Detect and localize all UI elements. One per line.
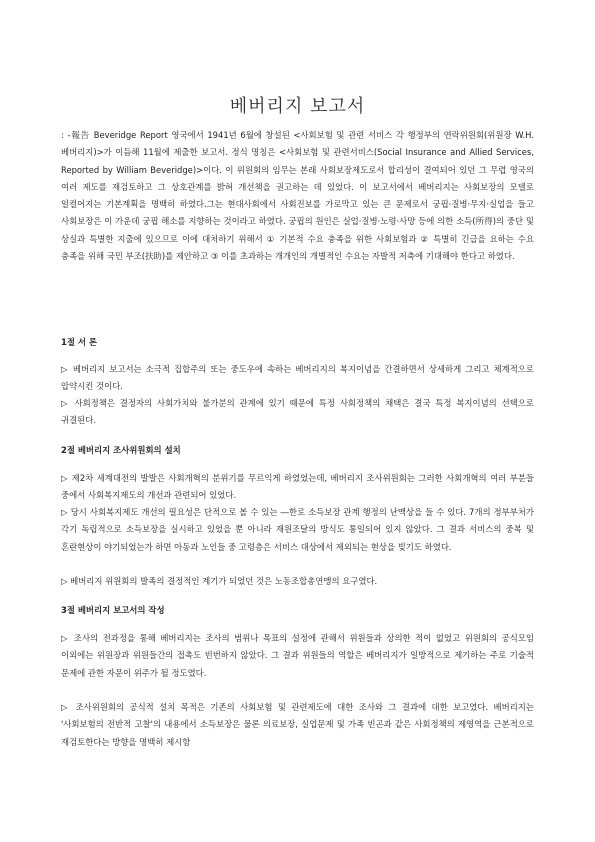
intro-paragraph: : -報告 Beveridge Report 영국에서 1941년 6월에 창설된 <사회보험 및 관련 서비스 각 행정부의 연락위원회(위원장 W.H. 베버리지)>가 이듬해 11월에 제출한 보고서. 정식 명칭은 <사회보험 및 관련서비스(Social Insurance and Allied Services, Reported by William Beveridge)>이다. 이 위원회의 임무는 본래 사회보장제도로서 합리성이 결여되어 있던 그 무렵 영국의 여러 제도를 재검토하고 그 상호관계를 밝혀 개선책을 권고하는 데 있었다. 이 보고서에서 베버리지는 사회보장의 모델로 일컬어지는 기본계획을 명백히 하였다.그는 현대사회에서 사회진보를 가로막고 있는 큰 문제로서 궁핍·질병·무지·실업을 들고 사회보장은 이 가운데 궁핍 해소를 지향하는 것이라고 하였다. 궁핍의 원인은 실업·질병·노령·사망 등에 의한 소득(所得)의 중단 및 상실과 특별한 지출에 있으므로 이에 대처하기 위해서 ① 기본적 수요 충족을 위한 사회보험과 ② 특별히 긴급을 요하는 수요 충족을 위해 국민 부조(扶助)를 제안하고 ③ 이를 초과하는 개개인의 개별적인 수요는 자발적 저축에 기대해야 한다고 하였다. — [61, 130, 534, 262]
section-2-paragraph-3: ▷ 베버리지 위원회의 발족의 결정적인 계기가 되었던 것은 노동조합총연맹의 요구였다. — [61, 576, 378, 586]
section-3-paragraph-2: ▷ 조사위원회의 공식적 설치 목적은 기존의 사회보험 및 관련제도에 대한 조사와 그 결과에 대한 보고였다. 베버리지는 '사회보험의 전반적 고찰'의 내용에서 소득보장은 물론 의료보장, 실업문제 및 가족 빈곤과 같은 사회정책의 제영역을 근본적으로 재검토한다는 방향을 명백히 제시함 — [61, 702, 534, 747]
section-3-heading: 3절 베버리지 보고서의 작성 — [61, 605, 165, 615]
document-title: 베버리지 보고서 — [229, 96, 366, 117]
section-1-heading: 1절 서 론 — [61, 337, 97, 347]
section-2-paragraph-1: ▷ 제2차 세계대전의 발발은 사회개혁의 분위기를 무르익게 하였었는데, 베버리지 조사위원회는 그러한 사회개혁의 여러 부분들 중에서 사회복지제도의 개선과 관련되어 있었다. — [61, 473, 534, 501]
section-2-heading: 2절 베버리지 조사위원회의 설치 — [61, 445, 181, 455]
section-3-paragraph-1: ▷ 조사의 전과정을 통해 베버리지는 조사의 범위나 목표의 설정에 관해서 위원들과 상의한 적이 없었고 위원회의 공식모임 이외에는 위원장과 위원들간의 접촉도 빈번하지 않았다. 그 결과 위원들의 역할은 베버리지가 일방적으로 제기하는 주로 기술적 문제에 관한 자문이 위주가 될 정도였다. — [61, 633, 534, 678]
section-1-paragraph-1: ▷ 베버리지 보고서는 소극적 집합주의 또는 중도우에 속하는 베버리지의 복지이념을 간결하면서 상세하게 그리고 체계적으로 압약시킨 것이다. — [61, 364, 534, 392]
section-2-paragraph-2: ▷ 당시 사회복지제도 개선의 필요성은 단적으로 볼 수 있는 ―한로 소득보장 관계 행정의 난맥상을 들 수 있다. 7개의 정부부처가 각기 독립적으로 소득보장을 실시하고 있었을 뿐 아니라 재원조달의 방식도 통일되어 있지 않았다. 그 결과 서비스의 중복 및 혼란현상이 야기되었는가 하면 아동과 노인들 중 고령층은 서비스 대상에서 제외되는 현상을 빚기도 하였다. — [61, 507, 534, 552]
section-1-paragraph-2: ▷ 사회정책은 결정자의 사회가치와 불가분의 관계에 있기 때문에 특정 사회정책의 채택은 결국 특정 복지이념의 선택으로 귀결된다. — [61, 398, 534, 426]
